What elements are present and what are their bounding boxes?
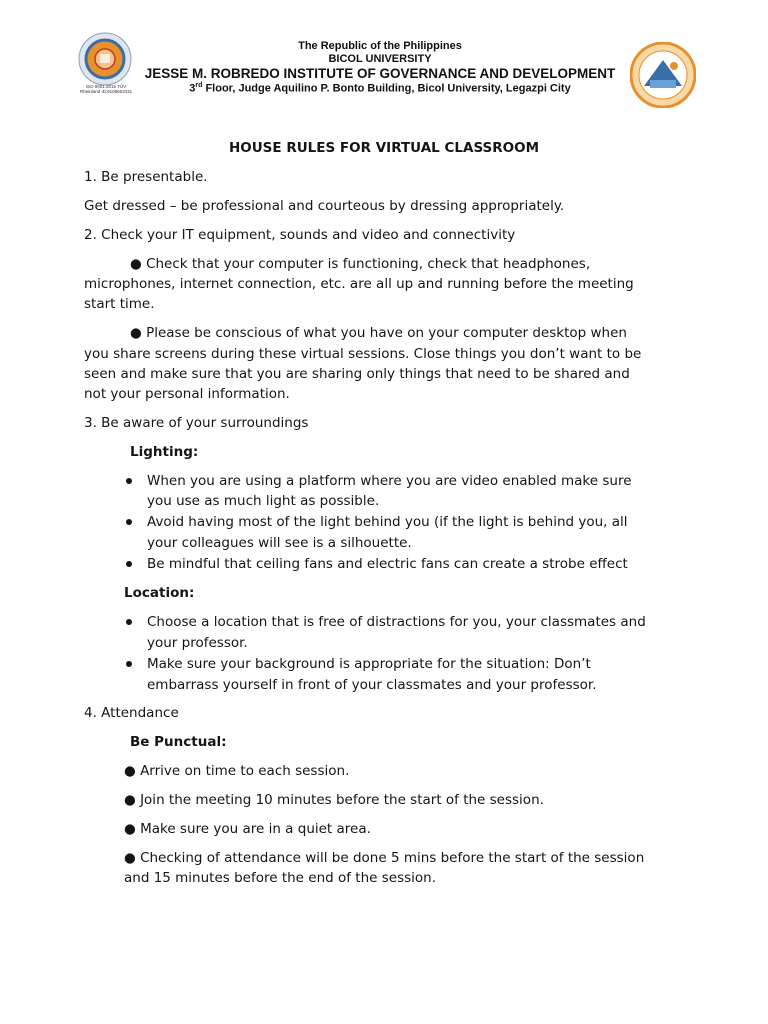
lighting-item-line: When you are using a platform where you are video enabled make sure: [147, 473, 632, 489]
document-title: HOUSE RULES FOR VIRTUAL CLASSROOM: [228, 140, 540, 156]
section-2-para-1-line: microphones, internet connection, etc. are all up and running before the meeting: [84, 276, 634, 292]
bullet-icon: [126, 519, 132, 525]
lighting-item-line: Avoid having most of the light behind you (if the light is behind you, all: [147, 514, 628, 530]
section-1-heading: 1. Be presentable.: [84, 169, 208, 185]
location-label: Location:: [124, 585, 195, 601]
punctual-label: Be Punctual:: [130, 734, 227, 750]
section-2-para-1-line: start time.: [84, 296, 155, 312]
section-2-para-2-line: seen and make sure that you are sharing only things that need to be shared and: [84, 366, 630, 382]
institute-seal-logo: [76, 32, 134, 90]
iso-certification-text: ISO 9001:2015 TÜV Rheinland ID:9108663331: [79, 84, 133, 94]
attendance-last-line: ● Checking of attendance will be done 5 mins before the start of the session: [124, 850, 645, 866]
section-2-para-2-line: not your personal information.: [84, 386, 290, 402]
bicol-university-seal-logo: [630, 42, 696, 108]
bullet-icon: [126, 478, 132, 484]
attendance-last-line: and 15 minutes before the end of the session.: [124, 870, 437, 886]
header-institute: JESSE M. ROBREDO INSTITUTE OF GOVERNANCE AND DEVELOPMENT: [144, 66, 616, 81]
location-item-line: your professor.: [147, 635, 248, 651]
section-4-heading: 4. Attendance: [84, 705, 179, 721]
header-university: BICOL UNIVERSITY: [328, 53, 432, 65]
lighting-label: Lighting:: [130, 444, 199, 460]
bullet-icon: [126, 561, 132, 567]
section-2-para-2-line: you share screens during these virtual sessions. Close things you don’t want to be: [84, 346, 642, 362]
lighting-item-line: your colleagues will see is a silhouette.: [147, 535, 412, 551]
attendance-item: ● Join the meeting 10 minutes before the start of the session.: [124, 792, 544, 808]
bullet-icon: [126, 619, 132, 625]
section-1-body: Get dressed – be professional and courteous by dressing appropriately.: [84, 198, 565, 214]
location-item-line: embarrass yourself in front of your classmates and your professor.: [147, 677, 597, 693]
attendance-item: ● Arrive on time to each session.: [124, 763, 350, 779]
header-republic: The Republic of the Philippines: [298, 40, 462, 52]
section-3-heading: 3. Be aware of your surroundings: [84, 415, 309, 431]
bullet-icon: [126, 661, 132, 667]
lighting-item-line: you use as much light as possible.: [147, 493, 380, 509]
section-2-para-2-line: ● Please be conscious of what you have on your computer desktop when: [130, 325, 627, 341]
location-item-line: Choose a location that is free of distractions for you, your classmates and: [147, 614, 646, 630]
header-address: 3rd Floor, Judge Aquilino P. Bonto Building, Bicol University, Legazpi City: [189, 82, 571, 95]
section-2-heading: 2. Check your IT equipment, sounds and video and connectivity: [84, 227, 516, 243]
lighting-item-line: Be mindful that ceiling fans and electric fans can create a strobe effect: [147, 556, 628, 572]
location-item-line: Make sure your background is appropriate for the situation: Don’t: [147, 656, 591, 672]
section-2-para-1-line: ● Check that your computer is functioning, check that headphones,: [130, 256, 591, 272]
attendance-item: ● Make sure you are in a quiet area.: [124, 821, 371, 837]
